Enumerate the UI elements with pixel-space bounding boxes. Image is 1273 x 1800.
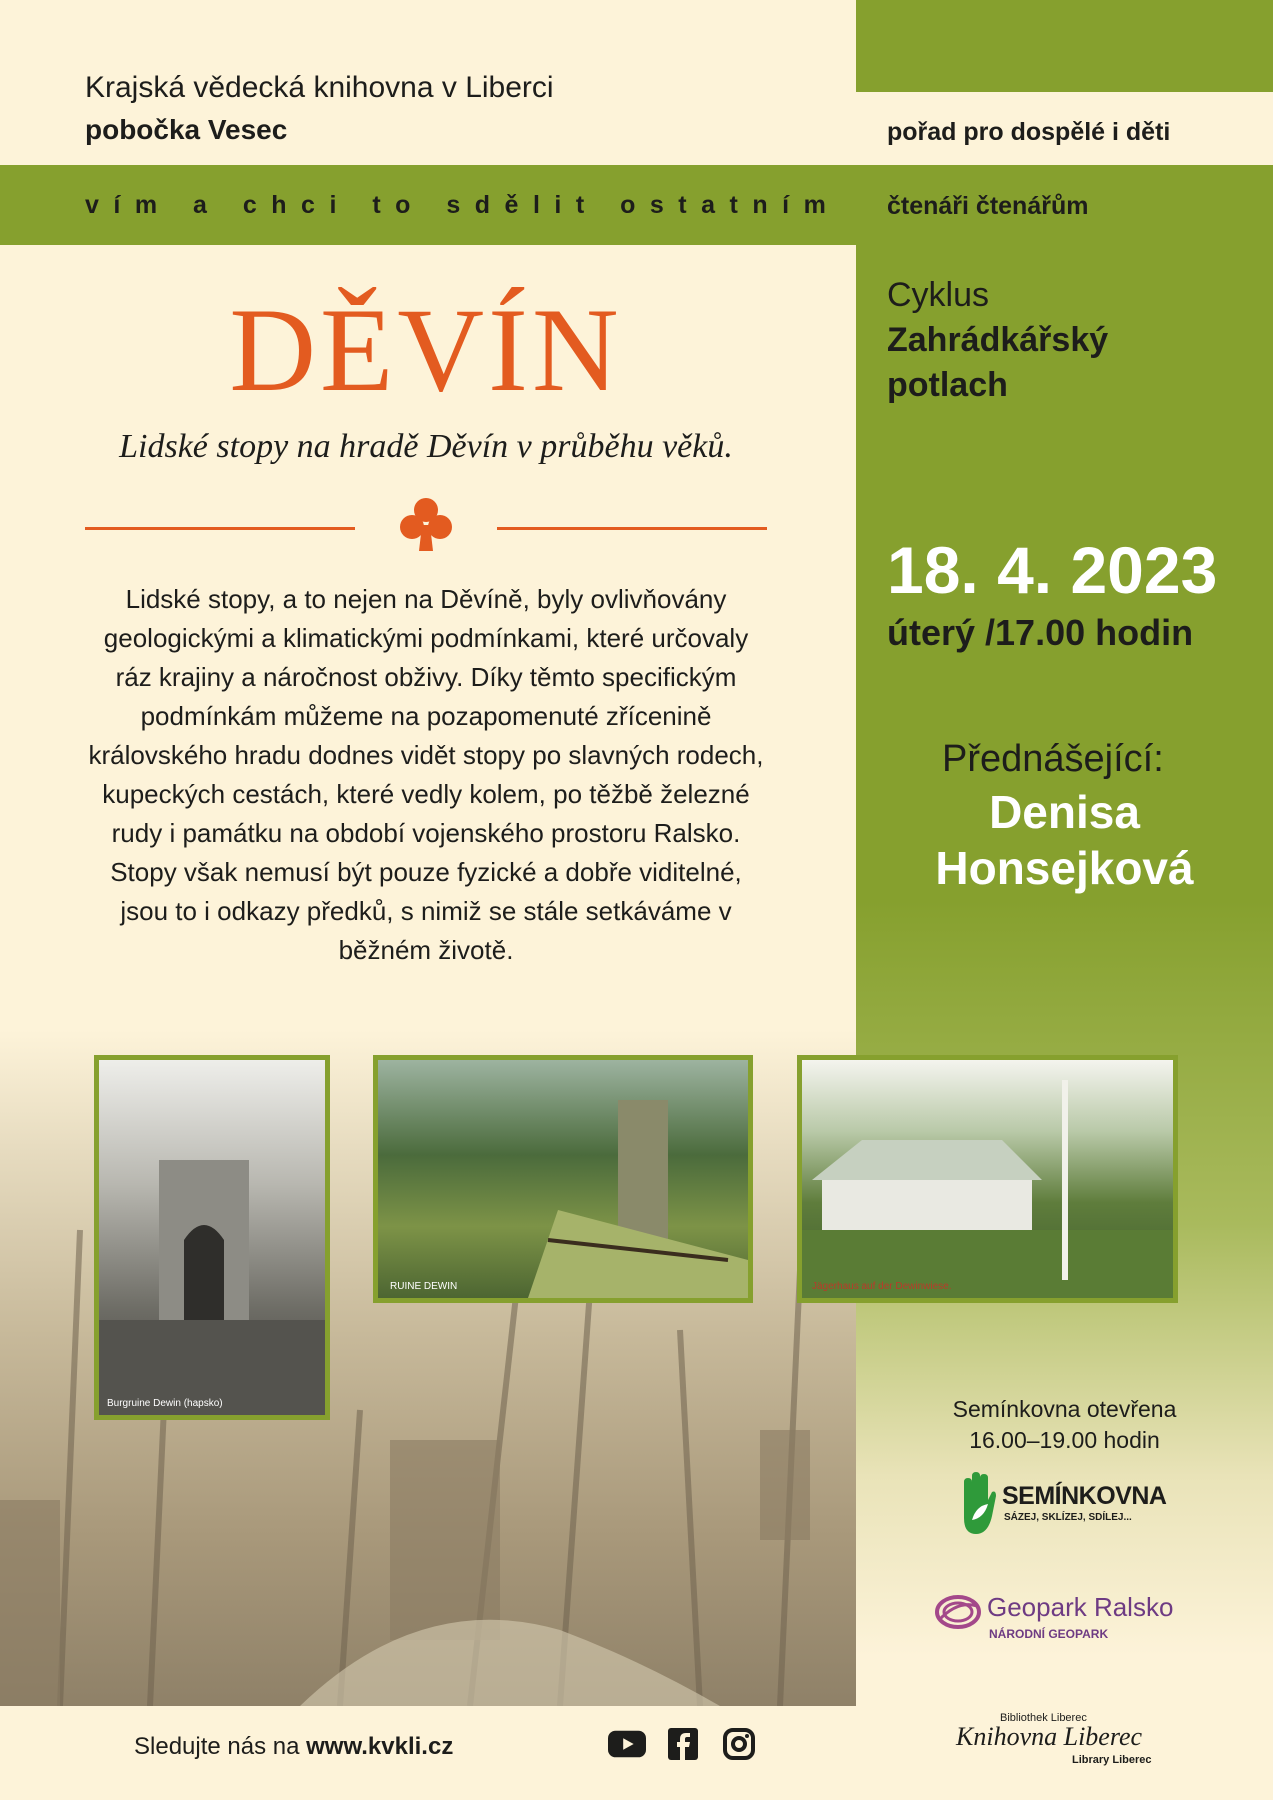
youtube-link[interactable] <box>608 1727 646 1761</box>
lecturer-last-name: Honsejková <box>935 842 1194 894</box>
social-links <box>608 1727 758 1761</box>
cycle-block <box>887 273 1108 408</box>
description-paragraph-1: Lidské stopy, a to nejen na Děvíně, byly ovlivňovány geologickými a klimatickými podmínkami, které určovaly ráz krajiny a náročnost obživy. Díky těmto specifickým podmínkám můžeme na pozapomenuté zřícenině královského hradu dodnes vidět stopy po slavných rodech, kupeckých cestách, které vedly kolem, po těžbě železné rudy i památku na období vojenského prostoru Ralsko. <box>88 584 764 848</box>
geopark-swirl-icon <box>935 1592 981 1632</box>
series-label: čtenáři čtenářům <box>887 192 1089 220</box>
cycle-name-line1: Zahrádkářský <box>887 321 1109 359</box>
branch-name: pobočka Vesec <box>85 114 288 145</box>
geopark-logo <box>935 1592 1174 1641</box>
lecturer-name <box>856 784 1273 896</box>
event-subtitle: Lidské stopy na hradě Děvín v průběhu věků. <box>119 428 733 465</box>
seminkovna-logo <box>958 1472 1167 1541</box>
forest-path-drawing <box>378 1060 748 1298</box>
top-right-green-band <box>856 0 1273 92</box>
seedhouse-info <box>856 1394 1273 1456</box>
follow-us <box>134 1733 453 1761</box>
historic-photo-ruin-gate <box>94 1055 330 1420</box>
photo-caption-1: Burgruine Dewin (hapsko) <box>107 1398 223 1409</box>
seedhouse-line-2: 16.00–19.00 hodin <box>969 1427 1160 1453</box>
library-logo-bottom: Library Liberec <box>1072 1754 1152 1766</box>
right-column-background <box>856 0 1273 1800</box>
seminkovna-logo-name: SEMÍNKOVNA <box>1002 1482 1167 1510</box>
instagram-link[interactable] <box>720 1727 758 1761</box>
lecturer-first-name: Denisa <box>989 786 1140 838</box>
motto: vím a chci to sdělit ostatním <box>85 191 841 219</box>
cycle-name-line2: potlach <box>887 366 1008 404</box>
instagram-icon <box>723 1728 755 1760</box>
event-date: 18. 4. 2023 <box>887 533 1218 607</box>
event-time: úterý /17.00 hodin <box>887 612 1194 653</box>
follow-text: Sledujte nás na <box>134 1733 300 1760</box>
historic-photo-forest-path <box>373 1055 753 1303</box>
ruin-gate-drawing <box>99 1060 325 1415</box>
lecturer-label: Přednášející: <box>942 738 1164 780</box>
knihovna-liberec-logo <box>950 1712 1170 1768</box>
photo-caption-3: Jägerhaus auf der Dewinwiese. <box>812 1281 952 1292</box>
library-logo-top: Bibliothek Liberec <box>1000 1712 1087 1724</box>
geopark-logo-name: Geopark Ralsko <box>987 1592 1174 1622</box>
facebook-icon <box>668 1728 698 1760</box>
seedhouse-line-1: Semínkovna otevřena <box>952 1396 1177 1422</box>
description-paragraph-2: Stopy však nemusí být pouze fyzické a dobře viditelné, jsou to i odkazy předků, s nimiž se stále setkáváme v běžném životě. <box>110 857 742 965</box>
club-suit-icon <box>397 495 455 555</box>
youtube-icon <box>608 1730 646 1758</box>
photo-caption-2: RUINE DEWIN <box>390 1281 458 1292</box>
geopark-logo-tagline: NÁRODNÍ GEOPARK <box>989 1627 1109 1641</box>
library-name: Krajská vědecká knihovna v Liberci <box>85 71 554 104</box>
ornament-line-left <box>85 527 355 530</box>
cycle-label: Cyklus <box>887 276 990 314</box>
audience-label: pořad pro dospělé i děti <box>887 118 1171 146</box>
event-description <box>85 580 767 970</box>
event-title: DĚVÍN <box>229 283 623 416</box>
facebook-link[interactable] <box>664 1727 702 1761</box>
title-ornament <box>85 495 767 555</box>
hunters-lodge-drawing <box>802 1060 1173 1298</box>
historic-photo-hunters-lodge <box>797 1055 1178 1303</box>
seminkovna-logo-tagline: SÁZEJ, SKLÍZEJ, SDÍLEJ... <box>1004 1512 1132 1523</box>
ornament-line-right <box>497 527 767 530</box>
library-logo-main: Knihovna Liberec <box>956 1722 1143 1751</box>
hand-leaf-icon <box>958 1472 998 1536</box>
website-link[interactable]: www.kvkli.cz <box>306 1733 454 1760</box>
